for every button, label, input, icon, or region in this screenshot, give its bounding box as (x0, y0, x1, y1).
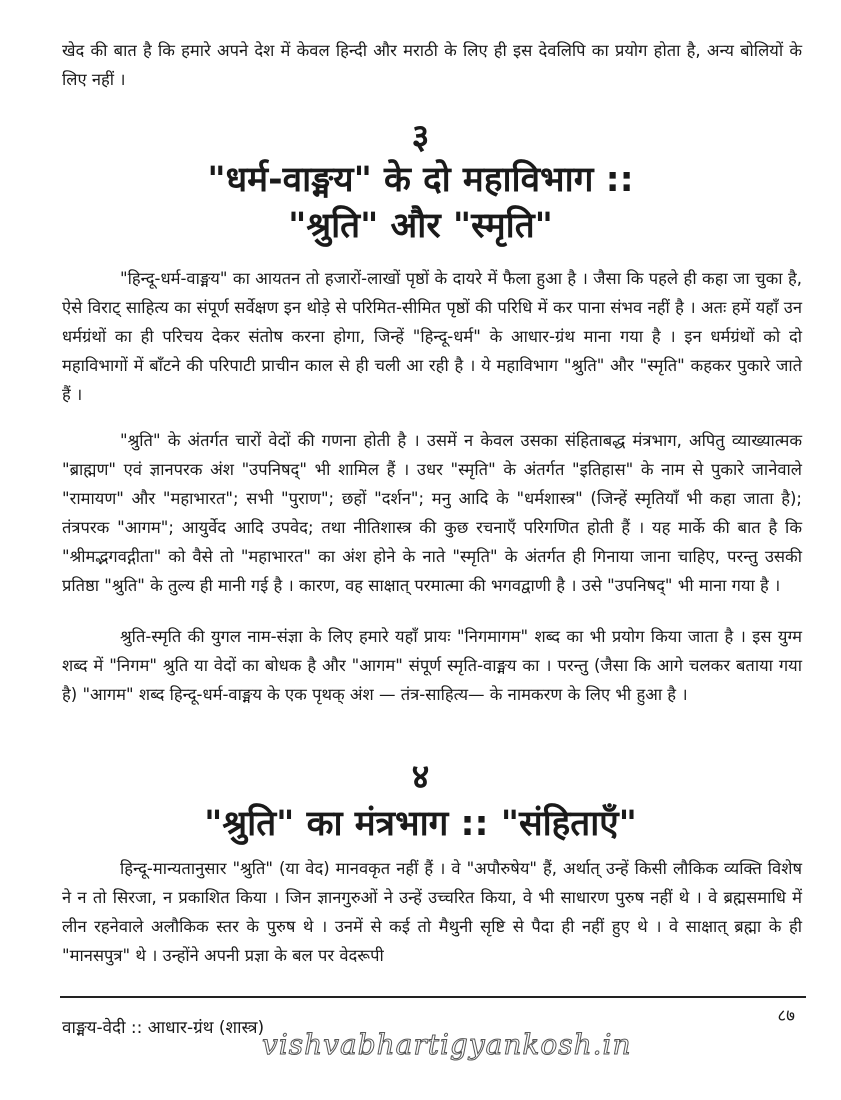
footer-rule (60, 996, 806, 998)
section-3-paragraph-1: "हिन्दू-धर्म-वाङ्मय" का आयतन तो हजारों-लाखों पृष्ठों के दायरे में फैला हुआ है । जैसा कि पहले ही कहा जा चुका है, ऐसे विराट् साहित्य का संपूर्ण सर्वेक्षण इन थोड़े से परिमित-सीमित पृष्ठों की परिधि में कर पाना संभव नहीं है । अतः हमें यहाँ उन धर्मग्रंथों का ही परिचय देकर संतोष करना होगा, जिन्हें "हिन्दू-धर्म" के आधार-ग्रंथ माना गया है । इन धर्मग्रंथों को दो महाविभागों में बाँटने की परिपाटी प्राचीन काल से ही चली आ रही है । ये महाविभाग "श्रुति" और "स्मृति" कहकर पुकारे जाते हैं । (62, 269, 802, 404)
section-4-number: ४ (411, 757, 430, 797)
running-title: वाङ्मय-वेदी :: आधार-ग्रंथ (शास्त्र) (62, 1018, 265, 1038)
section-3-title-line2: "श्रुति" और "स्मृति" (288, 206, 553, 246)
page-number: ८७ (777, 1006, 795, 1026)
section-4-title: "श्रुति" का मंत्रभाग :: "संहिताएँ" (204, 804, 637, 844)
section-3-title-line1: "धर्म-वाङ्मय" के दो महाविभाग :: (207, 160, 634, 200)
section-3-number: ३ (411, 117, 430, 157)
section-3-paragraph-3: श्रुति-स्मृति की युगल नाम-संज्ञा के लिए हमारे यहाँ प्रायः "निगमागम" शब्द का भी प्रयोग किया जाता है । इस युग्म शब्द में "निगम" श्रुति या वेदों का बोधक है और "आगम" संपूर्ण स्मृति-वाङ्मय का । परन्तु (जैसा कि आगे चलकर बताया गया है) "आगम" शब्द हिन्दू-धर्म-वाङ्मय के एक पृथक् अंश — तंत्र-साहित्य— के नामकरण के लिए भी हुआ है । (62, 627, 802, 704)
watermark: vishvabhartigyankosh.in (262, 1028, 632, 1061)
section-3-paragraph-2: "श्रुति" के अंतर्गत चारों वेदों की गणना होती है । उसमें न केवल उसका संहिताबद्ध मंत्रभाग, अपितु व्याख्यात्मक "ब्राह्मण" एवं ज्ञानपरक अंश "उपनिषद्" भी शामिल हैं । उधर "स्मृति" के अंतर्गत "इतिहास" के नाम से पुकारे जानेवाले "रामायण" और "महाभारत"; सभी "पुराण"; छहों "दर्शन"; मनु आदि के "धर्मशास्त्र" (जिन्हें स्मृतियाँ भी कहा जाता है); तंत्रपरक "आगम"; आयुर्वेद आदि उपवेद; तथा नीतिशास्त्र की कुछ रचनाएँ परिगणित होती हैं । यह मार्के की बात है कि "श्रीमद्भगवद्गीता" को वैसे तो "महाभारत" का अंश होने के नाते "स्मृति" के अंतर्गत ही गिनाया जाना चाहिए, परन्तु उसकी प्रतिष्ठा "श्रुति" के तुल्य ही मानी गई है । कारण, वह साक्षात् परमात्मा की भगवद्वाणी है । उसे "उपनिषद्" भी माना गया है । (62, 431, 802, 595)
section-4-paragraph: हिन्दू-मान्यतानुसार "श्रुति" (या वेद) मानवकृत नहीं हैं । वे "अपौरुषेय" हैं, अर्थात् उन्हें किसी लौकिक व्यक्ति विशेष ने न तो सिरजा, न प्रकाशित किया । जिन ज्ञानगुरुओं ने उन्हें उच्चरित किया, वे भी साधारण पुरुष नहीं थे । वे ब्रह्मसमाधि में लीन रहनेवाले अलौकिक स्तर के पुरुष थे । उनमें से कई तो मैथुनी सृष्टि से पैदा ही नहीं हुए थे । वे साक्षात् ब्रह्मा के ही "मानसपुत्र" थे । उन्होंने अपनी प्रज्ञा के बल पर वेदरूपी (62, 859, 802, 965)
intro-paragraph: खेद की बात है कि हमारे अपने देश में केवल हिन्दी और मराठी के लिए ही इस देवलिपि का प्रयोग होता है, अन्य बोलियों के लिए नहीं । (62, 41, 802, 89)
